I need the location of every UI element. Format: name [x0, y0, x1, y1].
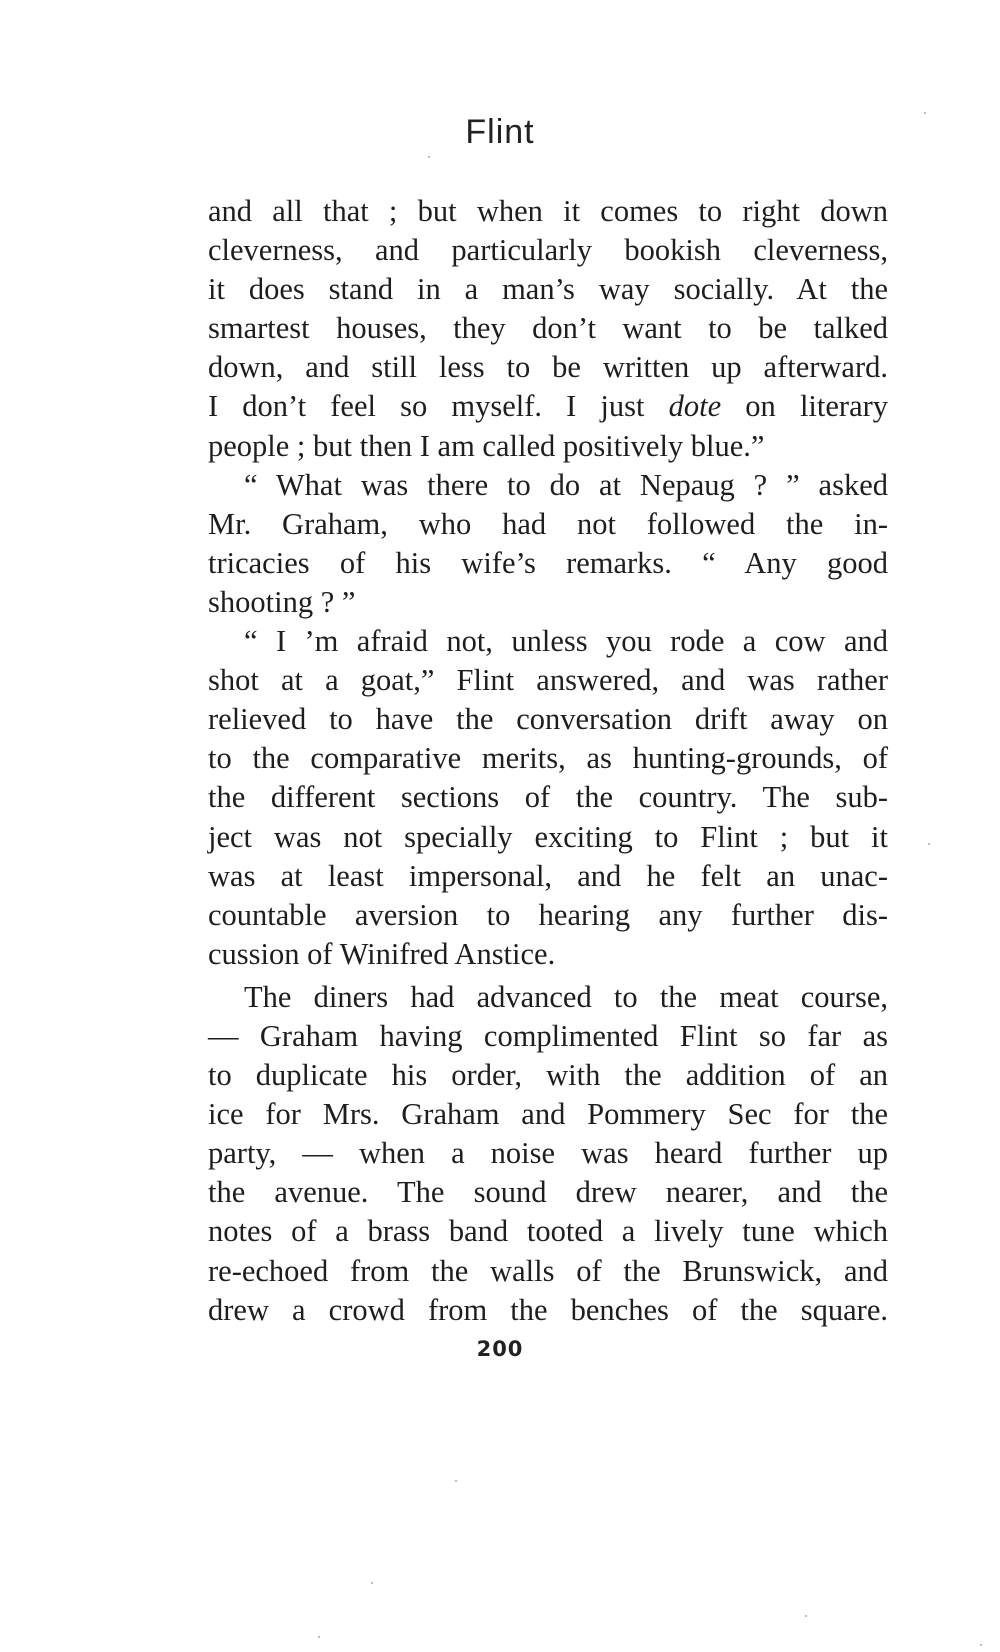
text-line: the avenue. The sound drew nearer, and the: [208, 1175, 888, 1210]
text-line: shooting ? ”: [208, 584, 356, 619]
paper-speck: [928, 843, 930, 845]
text-line: down, and still less to be written up afterward.: [208, 350, 888, 385]
text-line: I don’t feel so myself. I just dote on literary: [208, 389, 889, 424]
paper-speck: [371, 1582, 373, 1584]
text-line: “ I ’m afraid not, unless you rode a cow and: [244, 624, 888, 659]
text-line: party, — when a noise was heard further up: [208, 1136, 888, 1171]
text-line: smartest houses, they don’t want to be talked: [208, 311, 888, 346]
text-line: Mr. Graham, who had not followed the in-: [208, 506, 888, 541]
text-line: shot at a goat,” Flint answered, and was rather: [208, 663, 888, 698]
text-line: The diners had advanced to the meat course,: [244, 979, 888, 1014]
paper-speck: [805, 1615, 807, 1617]
paper-speck: [980, 1644, 982, 1646]
text-line: the different sections of the country. The sub-: [208, 780, 888, 815]
page-number: 200: [476, 1337, 524, 1361]
text-line: countable aversion to hearing any further dis-: [208, 897, 888, 932]
text-line: it does stand in a man’s way socially. At the: [208, 272, 888, 307]
text-line: cussion of Winifred Anstice.: [208, 936, 556, 971]
text-line: tricacies of his wife’s remarks. “ Any good: [208, 545, 888, 580]
text-line: notes of a brass band tooted a lively tune which: [208, 1214, 888, 1249]
paper-speck: [318, 1636, 320, 1638]
text-line: was at least impersonal, and he felt an unac-: [208, 858, 888, 893]
text-line: ject was not specially exciting to Flint ; but it: [208, 819, 888, 854]
text-line: to the comparative merits, as hunting-grounds, of: [208, 741, 888, 776]
text-line: to duplicate his order, with the addition of an: [208, 1058, 888, 1093]
body-text: [208, 192, 888, 1330]
emphasized-word: dote: [668, 389, 722, 424]
text-line: relieved to have the conversation drift away on: [208, 702, 888, 737]
text-line: ice for Mrs. Graham and Pommery Sec for the: [208, 1097, 888, 1132]
paper-speck: [924, 112, 926, 114]
paper-speck: [455, 1480, 457, 1482]
running-head: Flint: [465, 113, 535, 151]
text-line: — Graham having complimented Flint so far as: [208, 1018, 888, 1053]
paper-speck: [428, 156, 430, 158]
text-line: re-echoed from the walls of the Brunswick, and: [208, 1253, 888, 1288]
text-line: cleverness, and particularly bookish cleverness,: [208, 233, 888, 268]
text-line: people ; but then I am called positively blue.”: [208, 428, 765, 463]
text-line: and all that ; but when it comes to right down: [208, 194, 888, 228]
text-line: drew a crowd from the benches of the square.: [208, 1292, 888, 1327]
text-line: “ What was there to do at Nepaug ? ” asked: [244, 467, 888, 502]
